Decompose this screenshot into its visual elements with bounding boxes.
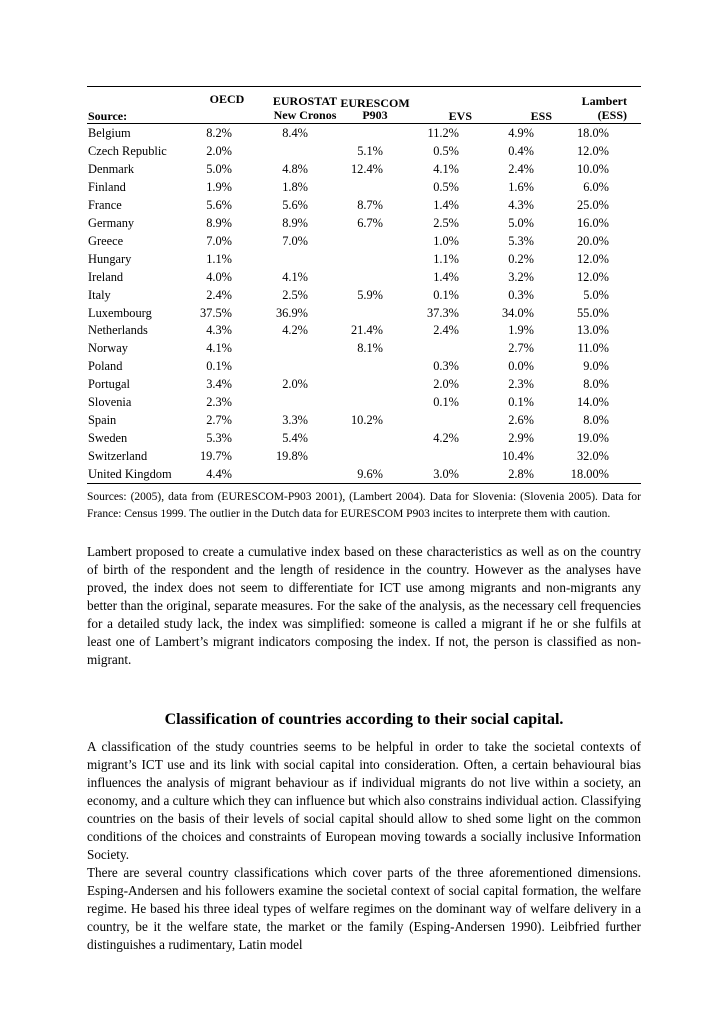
ess-cell: 5.0% xyxy=(508,215,534,230)
eurostat-cell: 8.9% xyxy=(282,215,308,230)
lambert-cell: 12.0% xyxy=(576,251,609,266)
paragraph-lambert-index: Lambert proposed to create a cumulative index based on these characteristics as well as on the country of birth of the respondent and the length of residence in the country. However as the analyses have proved, the index does not seem to differentiate for ICT use among migrants and non-migrants any better than the original, separate measures. For the sake of the analysis, as the necessary cell frequencies for a detailed study lack, the index was simplified: someone is called a migrant if he or she fulfils at least one of Lambert’s migrant indicators composing the index. If not, the person is classified as non-migrant. xyxy=(87,544,641,667)
country-cell: Germany xyxy=(88,215,135,230)
oecd-cell: 4.4% xyxy=(206,467,232,482)
country-cell: Spain xyxy=(88,413,117,428)
table-row xyxy=(87,447,641,465)
oecd-cell: 5.6% xyxy=(206,197,232,212)
ess-cell: 0.4% xyxy=(508,143,534,158)
lambert-cell: 16.0% xyxy=(576,215,609,230)
header-lambert-line1: Lambert xyxy=(581,94,627,108)
ess-cell: 2.3% xyxy=(508,377,534,392)
paragraph-classification: A classification of the study countries seems to be helpful in order to take the societal contexts of migrant’s ICT use and its link with social capital into consideration. Often, a certain behavioural bias influences the analysis of migrant behaviour as if individual migrants do not live within a society, an economy, and a culture which they can influence but which also constrains individual action. Classifying countries on the basis of their levels of social capital should allow to shed some light on the common conditions of the choices and constraints of European moving towards a socially inclusive Information Society. xyxy=(87,739,641,862)
eurostat-cell: 36.9% xyxy=(275,305,308,320)
ess-cell: 2.6% xyxy=(508,413,534,428)
country-cell: Slovenia xyxy=(88,395,132,410)
lambert-cell: 25.0% xyxy=(576,197,609,212)
evs-cell: 2.5% xyxy=(433,215,459,230)
eurostat-cell: 3.3% xyxy=(282,413,308,428)
table-row xyxy=(87,286,641,304)
country-cell: Poland xyxy=(88,359,123,374)
table-row xyxy=(87,357,641,375)
oecd-cell: 3.4% xyxy=(206,377,232,392)
header-evs: EVS xyxy=(448,109,472,123)
country-cell: Finland xyxy=(88,179,126,194)
lambert-cell: 55.0% xyxy=(576,305,609,320)
ess-cell: 10.4% xyxy=(501,449,534,464)
country-cell: Switzerland xyxy=(88,449,148,464)
oecd-cell: 8.2% xyxy=(206,126,232,140)
eurostat-cell: 1.8% xyxy=(282,179,308,194)
ess-cell: 4.9% xyxy=(508,126,534,140)
lambert-cell: 6.0% xyxy=(583,179,609,194)
eurescom-cell: 9.6% xyxy=(357,467,383,482)
lambert-cell: 10.0% xyxy=(576,161,609,176)
country-cell: Greece xyxy=(88,233,124,248)
ess-cell: 34.0% xyxy=(501,305,534,320)
header-eurostat-line1: EUROSTAT xyxy=(272,94,338,108)
table-row xyxy=(87,304,641,322)
paragraph-country-classifications: There are several country classifications which cover parts of the three aforementioned dimensions. Esping-Andersen and his followers examine the societal context of social capital formation, the welfare regime. He based his three ideal types of welfare regimes on the dominant way of welfare delivery in a country, be it the welfare state, the market or the family (Esping-Andersen 1990). Leibfried further distinguishes a rudimentary, Latin model xyxy=(87,865,641,952)
country-cell: Netherlands xyxy=(88,323,148,338)
eurostat-cell: 2.5% xyxy=(282,287,308,302)
oecd-cell: 1.1% xyxy=(206,251,232,266)
lambert-cell: 5.0% xyxy=(583,287,609,302)
eurostat-cell: 4.1% xyxy=(282,269,308,284)
evs-cell: 0.1% xyxy=(433,287,459,302)
table-row xyxy=(87,465,641,483)
lambert-cell: 8.0% xyxy=(583,413,609,428)
table-row xyxy=(87,429,641,447)
table-bottom-rule xyxy=(87,483,641,484)
eurostat-cell: 19.8% xyxy=(275,449,308,464)
eurescom-cell: 6.7% xyxy=(357,215,383,230)
country-cell: United Kingdom xyxy=(88,467,172,482)
table-row xyxy=(87,250,641,268)
ess-cell: 1.6% xyxy=(508,179,534,194)
lambert-cell: 14.0% xyxy=(576,395,609,410)
table-row xyxy=(87,178,641,196)
oecd-cell: 2.3% xyxy=(206,395,232,410)
eurescom-cell: 8.7% xyxy=(357,197,383,212)
ess-cell: 0.2% xyxy=(508,251,534,266)
oecd-cell: 2.7% xyxy=(206,413,232,428)
evs-cell: 37.3% xyxy=(426,305,459,320)
evs-cell: 3.0% xyxy=(433,467,459,482)
ess-cell: 5.3% xyxy=(508,233,534,248)
oecd-cell: 4.0% xyxy=(206,269,232,284)
eurescom-cell: 12.4% xyxy=(350,161,383,176)
table-row xyxy=(87,339,641,357)
oecd-cell: 8.9% xyxy=(206,215,232,230)
oecd-cell: 0.1% xyxy=(206,359,232,374)
country-cell: Hungary xyxy=(88,251,132,266)
table-row xyxy=(87,124,641,142)
table-top-rule xyxy=(87,86,641,87)
ess-cell: 2.8% xyxy=(508,467,534,482)
ess-cell: 2.4% xyxy=(508,161,534,176)
evs-cell: 0.5% xyxy=(433,179,459,194)
evs-cell: 1.0% xyxy=(433,233,459,248)
eurescom-cell: 21.4% xyxy=(350,323,383,338)
ess-cell: 2.7% xyxy=(508,341,534,356)
table-row xyxy=(87,160,641,178)
evs-cell: 0.3% xyxy=(433,359,459,374)
table-row xyxy=(87,214,641,232)
eurescom-cell: 5.1% xyxy=(357,143,383,158)
oecd-cell: 1.9% xyxy=(206,179,232,194)
ess-cell: 0.3% xyxy=(508,287,534,302)
lambert-cell: 9.0% xyxy=(583,359,609,374)
header-lambert-line2: (ESS) xyxy=(597,108,627,122)
country-cell: Czech Republic xyxy=(88,143,167,158)
header-ess: ESS xyxy=(530,109,552,123)
lambert-cell: 18.0% xyxy=(576,126,609,140)
country-cell: Denmark xyxy=(88,161,135,176)
oecd-cell: 5.0% xyxy=(206,161,232,176)
lambert-cell: 20.0% xyxy=(576,233,609,248)
section-heading: Classification of countries according to their social capital. xyxy=(164,711,564,728)
oecd-cell: 2.4% xyxy=(206,287,232,302)
evs-cell: 4.1% xyxy=(433,161,459,176)
evs-cell: 11.2% xyxy=(427,126,459,140)
eurescom-cell: 10.2% xyxy=(350,413,383,428)
header-source: Source: xyxy=(88,109,128,123)
header-eurescom-line2: P903 xyxy=(362,108,388,122)
ess-cell: 3.2% xyxy=(508,269,534,284)
ess-cell: 1.9% xyxy=(508,323,534,338)
country-cell: Ireland xyxy=(88,269,124,284)
evs-cell: 0.5% xyxy=(433,143,459,158)
lambert-cell: 13.0% xyxy=(576,323,609,338)
eurostat-cell: 4.8% xyxy=(282,161,308,176)
eurostat-cell: 2.0% xyxy=(282,377,308,392)
oecd-cell: 4.3% xyxy=(206,323,232,338)
lambert-cell: 12.0% xyxy=(576,143,609,158)
country-cell: Norway xyxy=(88,341,128,356)
header-eurostat-line2: New Cronos xyxy=(273,108,337,122)
country-cell: Italy xyxy=(88,287,111,302)
oecd-cell: 5.3% xyxy=(206,431,232,446)
oecd-cell: 19.7% xyxy=(199,449,232,464)
oecd-cell: 7.0% xyxy=(206,233,232,248)
eurescom-cell: 5.9% xyxy=(357,287,383,302)
table-row xyxy=(87,232,641,250)
ess-cell: 0.1% xyxy=(508,395,534,410)
evs-cell: 2.4% xyxy=(433,323,459,338)
eurostat-cell: 8.4% xyxy=(282,126,308,140)
oecd-cell: 37.5% xyxy=(199,305,232,320)
evs-cell: 1.4% xyxy=(433,269,459,284)
lambert-cell: 32.0% xyxy=(576,449,609,464)
country-cell: Luxembourg xyxy=(88,305,152,320)
table-row xyxy=(87,393,641,411)
table-sources-note: Sources: (2005), data from (EURESCOM-P903 2001), (Lambert 2004). Data for Slovenia: (Slovenia 2005). Data for France: Census 1999. The outlier in the Dutch data for EURESCOM P903 incites to interprete them with caution. xyxy=(87,491,641,520)
lambert-cell: 12.0% xyxy=(576,269,609,284)
eurostat-cell: 7.0% xyxy=(282,233,308,248)
ess-cell: 2.9% xyxy=(508,431,534,446)
oecd-cell: 2.0% xyxy=(206,143,232,158)
table-row xyxy=(87,375,641,393)
country-cell: Belgium xyxy=(88,126,131,140)
lambert-cell: 19.0% xyxy=(576,431,609,446)
oecd-cell: 4.1% xyxy=(206,341,232,356)
evs-cell: 1.4% xyxy=(433,197,459,212)
evs-cell: 2.0% xyxy=(433,377,459,392)
lambert-cell: 18.00% xyxy=(570,467,609,482)
evs-cell: 4.2% xyxy=(433,431,459,446)
table-row xyxy=(87,142,641,160)
eurostat-cell: 4.2% xyxy=(282,323,308,338)
country-cell: Portugal xyxy=(88,377,130,392)
evs-cell: 1.1% xyxy=(433,251,459,266)
eurescom-cell: 8.1% xyxy=(357,341,383,356)
header-oecd: OECD xyxy=(209,92,245,106)
country-cell: Sweden xyxy=(88,431,128,446)
table-row xyxy=(87,268,641,286)
table-row xyxy=(87,321,641,339)
ess-cell: 0.0% xyxy=(508,359,534,374)
eurostat-cell: 5.6% xyxy=(282,197,308,212)
table-row xyxy=(87,196,641,214)
evs-cell: 0.1% xyxy=(433,395,459,410)
header-eurescom-line1: EURESCOM xyxy=(340,96,410,110)
lambert-cell: 8.0% xyxy=(583,377,609,392)
ess-cell: 4.3% xyxy=(508,197,534,212)
table-row xyxy=(87,411,641,429)
country-cell: France xyxy=(88,197,122,212)
eurostat-cell: 5.4% xyxy=(282,431,308,446)
lambert-cell: 11.0% xyxy=(577,341,609,356)
